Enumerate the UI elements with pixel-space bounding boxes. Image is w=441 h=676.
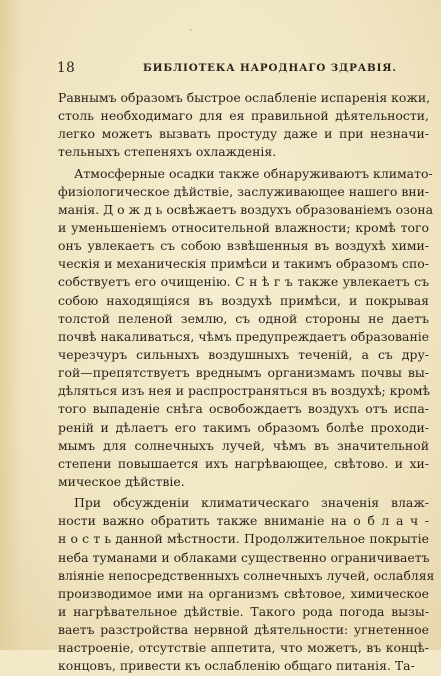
text-line: ваетъ разстройства нервной дѣятельности: угнетенное — [58, 622, 429, 638]
page-header — [57, 60, 397, 76]
text-line: настроеніе, отсутствіе аппетита, что можетъ, въ концѣ- — [58, 640, 429, 656]
text-line: Атмосферные осадки также обнаруживаютъ климато- — [74, 165, 433, 181]
text-line: и уменьшеніемъ относительной влажности; кромѣ того — [58, 219, 429, 235]
paragraph — [58, 165, 434, 492]
text-line: неба туманами и облаками существенно ограничиваетъ — [58, 549, 430, 565]
text-line: степени повышается ихъ нагрѣвающее, свѣтово. и хи- — [58, 455, 429, 471]
paragraph — [58, 494, 435, 675]
text-line: собою находящіяся въ воздухѣ примѣси, и покрывая — [58, 292, 429, 308]
text-line: собствуетъ его очищенію. С н ѣ г ъ также увлекаетъ съ — [58, 274, 429, 290]
page-number: 18 — [57, 60, 76, 76]
text-line: ческія и механическія примѣси и такимъ образомъ спо- — [58, 256, 429, 272]
text-line: концовъ, привести къ ослабленію общаго питанія. Та- — [58, 658, 415, 674]
page-edge-stain — [0, 0, 22, 650]
text-line: При обсужденіи климатическаго значенія влаж- — [74, 495, 429, 511]
paper-speck — [190, 29, 192, 31]
text-line: реній и дѣлаетъ его такимъ образомъ болѣе проходи- — [58, 419, 429, 435]
running-title: БИБЛІОТЕКА НАРОДНАГО ЗДРАВІЯ. — [143, 62, 397, 74]
text-line: ности важно обратить также вниманіе на о б л а ч - — [58, 513, 429, 529]
text-line: тельныхъ степеняхъ охлажденія. — [58, 144, 277, 160]
text-line: гой—препятствуетъ вреднымъ организмамъ почвы вы- — [58, 365, 429, 381]
text-line: и нагрѣвательное дѣйствіе. Такого рода погода вызы- — [58, 603, 429, 619]
body-text — [58, 89, 435, 676]
text-line: легко можетъ вызвать простуду даже и при незначи- — [58, 126, 429, 142]
text-line: того выпаденіе снѣга освобождаетъ воздухъ отъ испа- — [58, 401, 429, 417]
text-line: дѣляться изъ нея и распространяться въ воздухѣ; кромѣ — [58, 383, 430, 399]
text-line: мическое дѣйствіе. — [58, 473, 185, 489]
text-line: почвѣ накаливаться, чѣмъ предупреждаетъ образованіе — [58, 328, 430, 344]
text-line: мымъ для солнечныхъ лучей, чѣмъ въ значительной — [58, 437, 429, 453]
text-line: производимое ими на организмъ свѣтовое, химическое — [58, 585, 429, 601]
text-line: вліяніе непосредственныхъ солнечныхъ лучей, ослабляя — [58, 567, 435, 583]
text-line: Равнымъ образомъ быстрое ослабленіе испаренія кожи, — [58, 90, 431, 105]
paragraph — [58, 89, 429, 162]
text-line: черезчуръ сильныхъ воздушныхъ теченій, а съ дру- — [58, 346, 429, 362]
text-line: манія. Д о ж д ь освѣжаетъ воздухъ образованіемъ озона — [58, 201, 434, 217]
text-line: столь необходимаго для ея правильной дѣятельности, — [58, 108, 429, 124]
text-line: физіологическое дѣйствіе, заслуживающее нашего вни- — [58, 183, 430, 199]
text-line: онъ увлекаетъ съ собою взвѣшенныя въ воздухѣ хими- — [58, 238, 429, 254]
text-line: н о с т ь данной мѣстности. Продолжительное покрытіе — [58, 531, 429, 547]
text-line: толстой пеленой землю, съ одной стороны не даетъ — [58, 310, 429, 326]
